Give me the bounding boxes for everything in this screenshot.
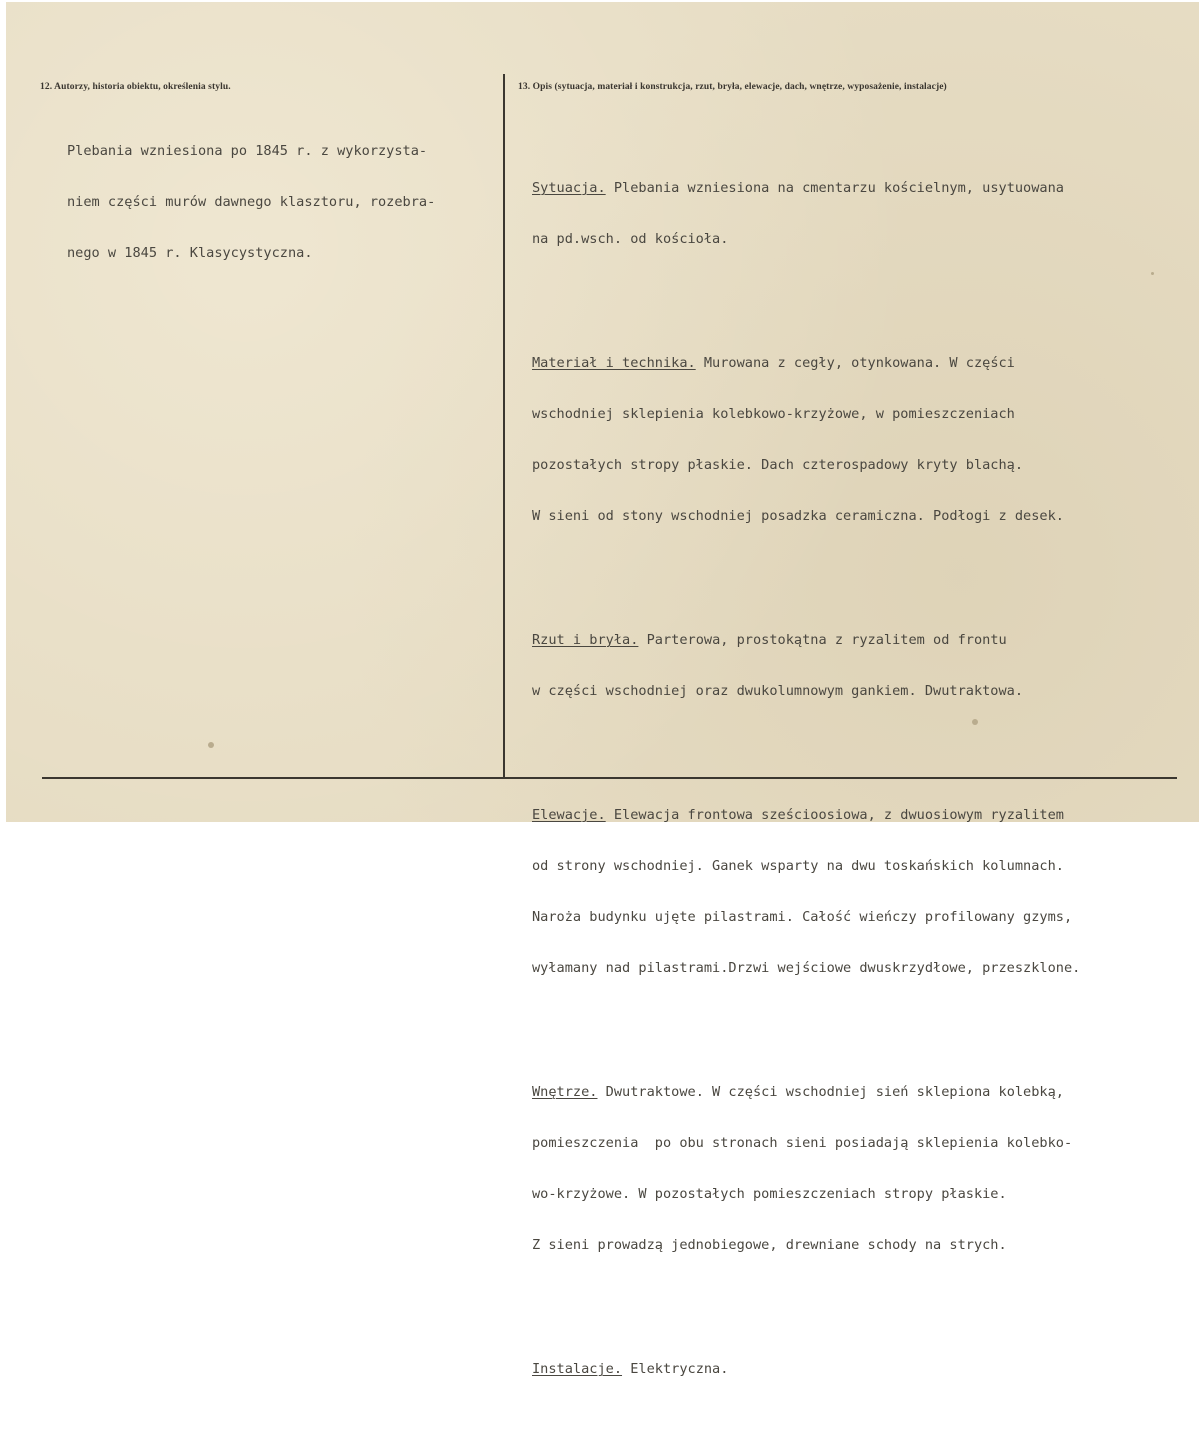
section-line: Parterowa, prostokątna z ryzalitem od frontu (638, 632, 1007, 648)
section-line: Plebania wzniesiona na cmentarzu kościelnym, usytuowana (605, 180, 1064, 196)
history-line: niem części murów dawnego klasztoru, rozebra- (67, 194, 436, 210)
section-material (532, 321, 1080, 559)
section-line: Naroża budynku ujęte pilastrami. Całość wieńczy profilowany gzyms, (532, 909, 1073, 925)
section-line: Elektryczna. (622, 1361, 729, 1377)
section-interior (532, 1050, 1080, 1288)
section-line: pomieszczenia po obu stronach sieni posiadają sklepienia kolebko- (532, 1135, 1073, 1151)
section-line: W sieni od stony wschodniej posadzka ceramiczna. Podłogi z desek. (532, 508, 1064, 524)
section-line: Z sieni prowadzą jednobiegowe, drewniane schody na strych. (532, 1237, 1007, 1253)
section-heading: Rzut i bryła. (532, 632, 639, 648)
section-line: Dwutraktowe. W części wschodniej sień sklepiona kolebką, (597, 1084, 1064, 1100)
section-installations (532, 1327, 1080, 1412)
history-line: nego w 1845 r. Klasycystyczna. (67, 245, 313, 261)
section-heading: Sytuacja. (532, 180, 606, 196)
section-heading: Materiał i technika. (532, 355, 696, 371)
section-line: pozostałych stropy płaskie. Dach czterospadowy kryty blachą. (532, 457, 1024, 473)
history-line: Plebania wzniesiona po 1845 r. z wykorzysta- (67, 143, 428, 159)
description-text (532, 112, 1080, 1451)
section-line: wo-krzyżowe. W pozostałych pomieszczeniach stropy płaskie. (532, 1186, 1007, 1202)
paper-speck (208, 742, 214, 748)
left-column-header: 12. Autorzy, historia obiektu, określenia stylu. (40, 82, 231, 92)
section-elevations (532, 773, 1080, 1011)
history-text (67, 109, 435, 296)
section-situation (532, 146, 1080, 282)
section-heading: Instalacje. (532, 1361, 623, 1377)
section-heading: Wnętrze. (532, 1084, 598, 1100)
section-line: Murowana z cegły, otynkowana. W części (695, 355, 1015, 371)
column-divider (503, 74, 505, 778)
paper-speck (1151, 272, 1154, 275)
section-line: Elewacja frontowa sześcioosiowa, z dwuosiowym ryzalitem (605, 807, 1064, 823)
section-line: wschodniej sklepienia kolebkowo-krzyżowe, w pomieszczeniach (532, 406, 1015, 422)
section-line: w części wschodniej oraz dwukolumnowym gankiem. Dwutraktowa. (532, 683, 1024, 699)
section-heading: Elewacje. (532, 807, 606, 823)
section-plan (532, 598, 1080, 734)
paper-speck (972, 719, 978, 725)
document-sheet (6, 2, 1199, 1377)
right-column-header: 13. Opis (sytuacja, materiał i konstrukcja, rzut, bryła, elewacje, dach, wnętrze, wyposażenie, instalacje) (518, 82, 947, 92)
section-line: wyłamany nad pilastrami.Drzwi wejściowe dwuskrzydłowe, przeszklone. (532, 960, 1081, 976)
section-line: od strony wschodniej. Ganek wsparty na dwu toskańskich kolumnach. (532, 858, 1064, 874)
section-line: na pd.wsch. od kościoła. (532, 231, 729, 247)
